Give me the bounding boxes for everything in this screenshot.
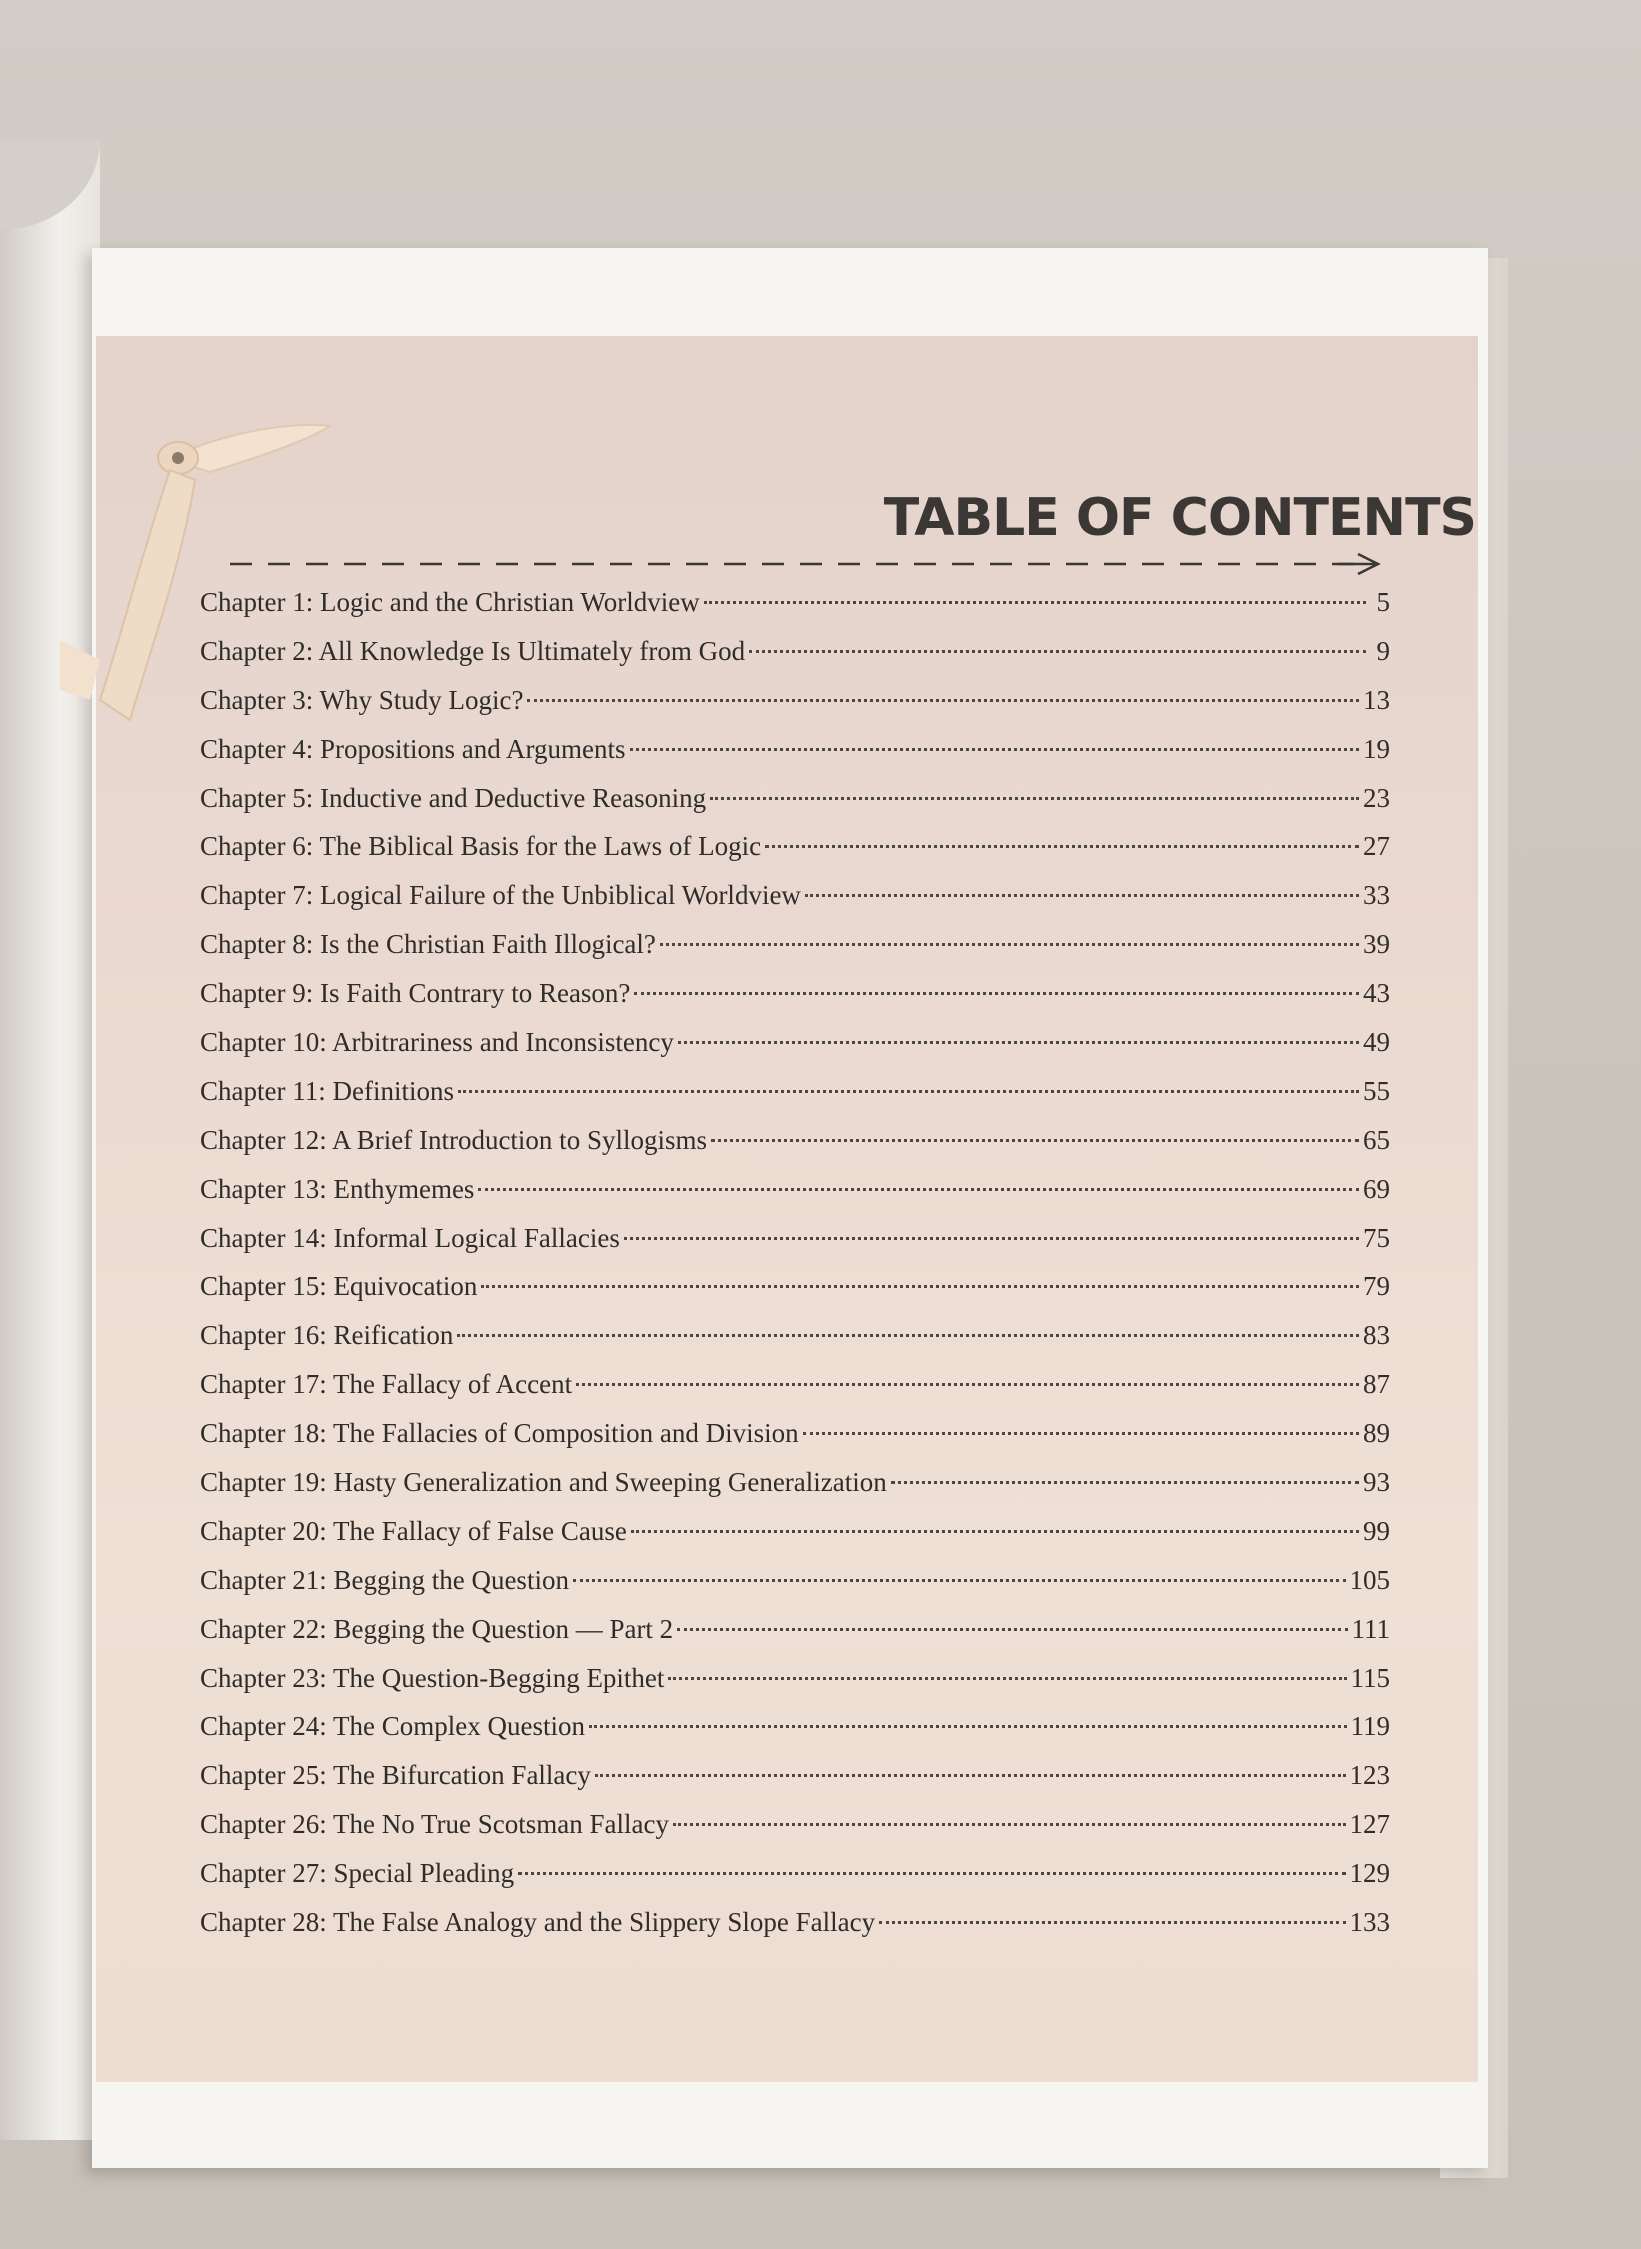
toc-entry [200, 871, 1390, 920]
dot-leader [589, 1725, 1347, 1728]
toc-entry-title: Chapter 10: Arbitrariness and Inconsistency [200, 1027, 674, 1058]
toc-entry-title: Chapter 26: The No True Scotsman Fallacy [200, 1809, 669, 1840]
toc-entry [200, 1165, 1390, 1214]
dot-leader [805, 894, 1359, 897]
toc-entry [200, 1654, 1390, 1703]
toc-entry [200, 774, 1390, 823]
toc-entry-page-number: 79 [1363, 1271, 1390, 1302]
toc-entry-page-number: 65 [1363, 1124, 1390, 1155]
toc-entry [200, 1311, 1390, 1360]
dot-leader [573, 1579, 1346, 1582]
toc-entry-page-number: 119 [1350, 1711, 1390, 1742]
toc-entry-page-number: 75 [1363, 1222, 1390, 1253]
toc-entry-title: Chapter 13: Enthymemes [200, 1173, 475, 1204]
toc-entry-title: Chapter 19: Hasty Generalization and Sweeping Generalization [200, 1467, 887, 1498]
toc-entry [200, 1849, 1390, 1898]
toc-entry-page-number: 49 [1363, 1027, 1390, 1058]
page-title: TABLE OF CONTENTS [883, 488, 1476, 548]
dot-leader [518, 1872, 1345, 1875]
toc-entry-page-number: 115 [1350, 1662, 1390, 1693]
toc-entry [200, 1751, 1390, 1800]
dot-leader [624, 1237, 1359, 1240]
toc-entry-title: Chapter 6: The Biblical Basis for the Laws of Logic [200, 831, 762, 862]
dot-leader [595, 1774, 1346, 1777]
toc-entry-title: Chapter 27: Special Pleading [200, 1858, 515, 1889]
toc-entry-title: Chapter 25: The Bifurcation Fallacy [200, 1760, 591, 1791]
dot-leader [749, 650, 1366, 653]
toc-entry [200, 1507, 1390, 1556]
toc-entry [200, 1800, 1390, 1849]
toc-entry-page-number: 105 [1349, 1564, 1390, 1595]
toc-entry [200, 920, 1390, 969]
toc-entry-title: Chapter 24: The Complex Question [200, 1711, 585, 1742]
toc-entry-page-number: 23 [1363, 782, 1390, 813]
toc-entry-page-number: 13 [1363, 684, 1390, 715]
toc-entry-page-number: 111 [1351, 1613, 1390, 1644]
toc-entry [200, 1018, 1390, 1067]
toc-entry-title: Chapter 11: Definitions [200, 1075, 454, 1106]
toc-entry [200, 1556, 1390, 1605]
toc-entry-title: Chapter 12: A Brief Introduction to Syllogisms [200, 1124, 707, 1155]
dot-leader [668, 1677, 1346, 1680]
toc-entry-page-number: 43 [1363, 978, 1390, 1009]
toc-entry-title: Chapter 28: The False Analogy and the Slippery Slope Fallacy [200, 1907, 876, 1938]
toc-entry [200, 1262, 1390, 1311]
toc-entry [200, 822, 1390, 871]
toc-entry [200, 1409, 1390, 1458]
dot-leader [673, 1823, 1346, 1826]
toc-entry-title: Chapter 18: The Fallacies of Composition and Division [200, 1418, 799, 1449]
toc-list [200, 578, 1390, 1947]
dot-leader [527, 699, 1359, 702]
toc-entry [200, 1116, 1390, 1165]
toc-entry [200, 1067, 1390, 1116]
toc-entry-title: Chapter 16: Reification [200, 1320, 454, 1351]
dot-leader [879, 1921, 1345, 1924]
toc-entry-title: Chapter 14: Informal Logical Fallacies [200, 1222, 620, 1253]
dot-leader [630, 748, 1360, 751]
arrow-right-icon [1338, 554, 1378, 574]
dot-leader [660, 943, 1359, 946]
toc-entry-page-number: 9 [1376, 635, 1390, 666]
toc-entry-page-number: 87 [1363, 1369, 1390, 1400]
toc-entry-page-number: 89 [1363, 1418, 1390, 1449]
toc-entry-page-number: 127 [1349, 1809, 1390, 1840]
toc-entry [200, 1702, 1390, 1751]
dot-leader [481, 1285, 1359, 1288]
dot-leader [631, 1530, 1359, 1533]
toc-entry-page-number: 55 [1363, 1075, 1390, 1106]
toc-entry-title: Chapter 23: The Question-Begging Epithet [200, 1662, 665, 1693]
toc-entry [200, 676, 1390, 725]
toc-entry [200, 578, 1390, 627]
toc-entry-page-number: 5 [1376, 587, 1390, 617]
toc-entry-page-number: 19 [1363, 733, 1390, 764]
toc-entry [200, 1605, 1390, 1654]
toc-entry-title: Chapter 20: The Fallacy of False Cause [200, 1515, 627, 1546]
toc-entry-page-number: 133 [1349, 1907, 1390, 1938]
toc-entry-page-number: 99 [1363, 1515, 1390, 1546]
toc-entry-title: Chapter 2: All Knowledge Is Ultimately from God [200, 635, 746, 666]
toc-entry-title: Chapter 7: Logical Failure of the Unbiblical Worldview [200, 880, 801, 911]
toc-entry-title: Chapter 4: Propositions and Arguments [200, 733, 626, 764]
toc-entry-title: Chapter 22: Begging the Question — Part 2 [200, 1613, 674, 1644]
toc-entry-title: Chapter 1: Logic and the Christian Worldview [200, 587, 700, 617]
toc-entry [200, 627, 1390, 676]
toc-entry-title: Chapter 3: Why Study Logic? [200, 684, 524, 715]
toc-entry-title: Chapter 8: Is the Christian Faith Illogical? [200, 929, 656, 960]
dot-leader [704, 601, 1366, 604]
dot-leader [634, 992, 1359, 995]
toc-entry-page-number: 129 [1349, 1858, 1390, 1889]
toc-entry-page-number: 39 [1363, 929, 1390, 960]
toc-entry-title: Chapter 17: The Fallacy of Accent [200, 1369, 573, 1400]
toc-entry-page-number: 83 [1363, 1320, 1390, 1351]
dot-leader [678, 1041, 1359, 1044]
toc-entry [200, 1214, 1390, 1263]
toc-entry [200, 725, 1390, 774]
dot-leader [710, 797, 1359, 800]
dot-leader [765, 845, 1359, 848]
dot-leader [478, 1188, 1359, 1191]
toc-entry-title: Chapter 5: Inductive and Deductive Reasoning [200, 782, 707, 813]
toc-entry [200, 1898, 1390, 1947]
dot-leader [891, 1481, 1359, 1484]
toc-entry-page-number: 27 [1363, 831, 1390, 862]
toc-entry-page-number: 123 [1349, 1760, 1390, 1791]
dot-leader [458, 1090, 1359, 1093]
toc-entry-title: Chapter 15: Equivocation [200, 1271, 478, 1302]
toc-entry [200, 969, 1390, 1018]
toc-entry-title: Chapter 21: Begging the Question [200, 1564, 569, 1595]
toc-entry-page-number: 69 [1363, 1173, 1390, 1204]
dot-leader [576, 1383, 1359, 1386]
toc-entry-title: Chapter 9: Is Faith Contrary to Reason? [200, 978, 631, 1009]
dot-leader [711, 1139, 1359, 1142]
toc-entry [200, 1360, 1390, 1409]
dot-leader [803, 1432, 1359, 1435]
toc-entry-page-number: 33 [1363, 880, 1390, 911]
dot-leader [457, 1334, 1359, 1337]
toc-entry [200, 1458, 1390, 1507]
toc-entry-page-number: 93 [1363, 1467, 1390, 1498]
dot-leader [677, 1628, 1347, 1631]
